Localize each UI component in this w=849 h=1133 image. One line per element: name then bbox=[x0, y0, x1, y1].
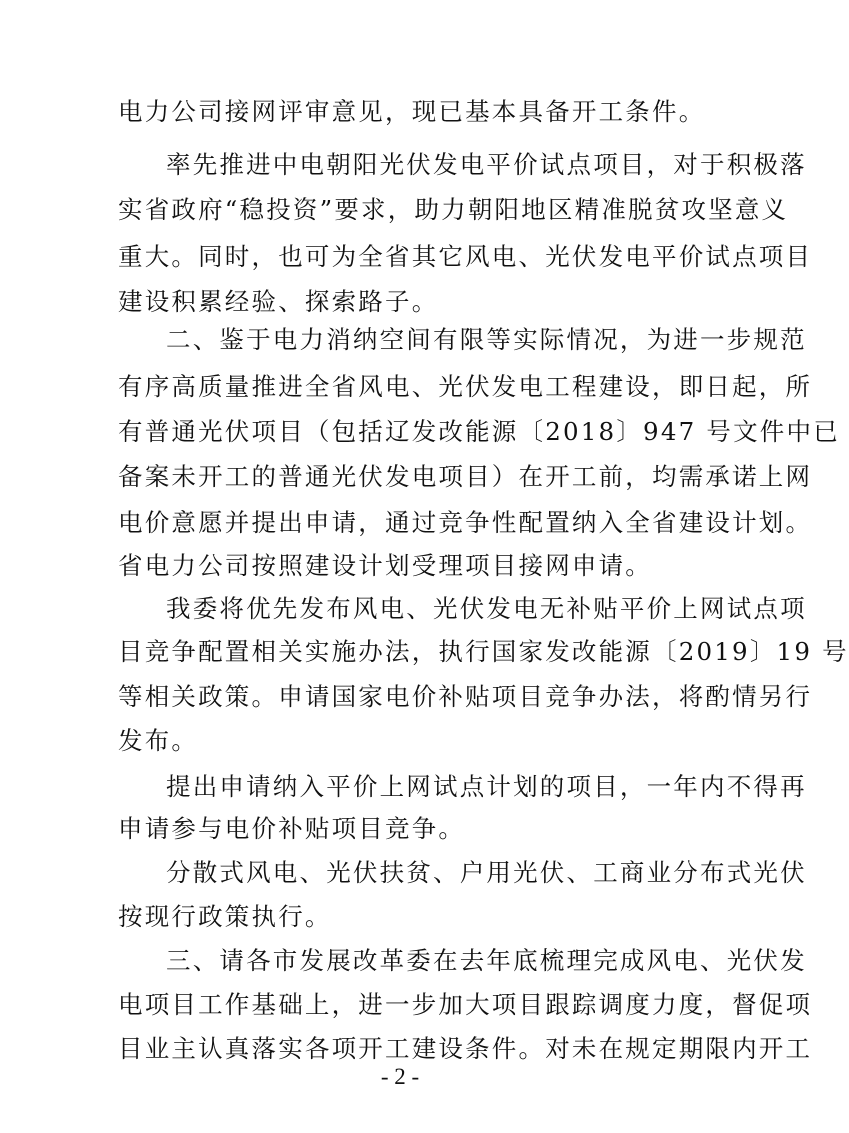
body-text-line: 目竞争配置相关实施办法，执行国家发改能源〔2019〕19 号 bbox=[118, 637, 849, 666]
body-text-line: 有普通光伏项目（包括辽发改能源〔2018〕947 号文件中已 bbox=[118, 417, 840, 446]
body-text-line: 有序高质量推进全省风电、光伏发电工程建设，即日起，所 bbox=[118, 372, 813, 401]
body-text-line: 申请参与电价补贴项目竞争。 bbox=[118, 814, 466, 843]
body-text-line: 实省政府“稳投资”要求，助力朝阳地区精准脱贫攻坚意义 bbox=[118, 195, 789, 224]
body-text-line: 电项目工作基础上，进一步加大项目跟踪调度力度，督促项 bbox=[118, 990, 813, 1019]
body-text-line: 重大。同时，也可为全省其它风电、光伏发电平价试点项目 bbox=[118, 242, 813, 271]
body-text-line: 备案未开工的普通光伏发电项目）在开工前，均需承诺上网 bbox=[118, 462, 813, 491]
body-text-line: 目业主认真落实各项开工建设条件。对未在规定期限内开工 bbox=[118, 1034, 813, 1063]
body-text-line: 二、鉴于电力消纳空间有限等实际情况，为进一步规范 bbox=[166, 325, 807, 354]
body-text-line: 省电力公司按照建设计划受理项目接网申请。 bbox=[118, 551, 652, 580]
body-text-line: 电力公司接网评审意见，现已基本具备开工条件。 bbox=[118, 97, 706, 126]
page-number: - 2 - bbox=[380, 1064, 420, 1089]
body-text-line: 发布。 bbox=[118, 726, 199, 755]
body-text-line: 率先推进中电朝阳光伏发电平价试点项目，对于积极落 bbox=[166, 150, 807, 179]
body-text-line: 提出申请纳入平价上网试点计划的项目，一年内不得再 bbox=[166, 772, 807, 801]
body-text-line: 电价意愿并提出申请，通过竞争性配置纳入全省建设计划。 bbox=[118, 508, 813, 537]
body-text-line: 等相关政策。申请国家电价补贴项目竞争办法，将酌情另行 bbox=[118, 682, 813, 711]
body-text-line: 我委将优先发布风电、光伏发电无补贴平价上网试点项 bbox=[166, 594, 807, 623]
body-text-line: 三、请各市发展改革委在去年底梳理完成风电、光伏发 bbox=[166, 946, 807, 975]
body-text-line: 建设积累经验、探索路子。 bbox=[118, 287, 439, 316]
body-text-line: 分散式风电、光伏扶贫、户用光伏、工商业分布式光伏 bbox=[166, 858, 807, 887]
body-text-line: 按现行政策执行。 bbox=[118, 902, 332, 931]
